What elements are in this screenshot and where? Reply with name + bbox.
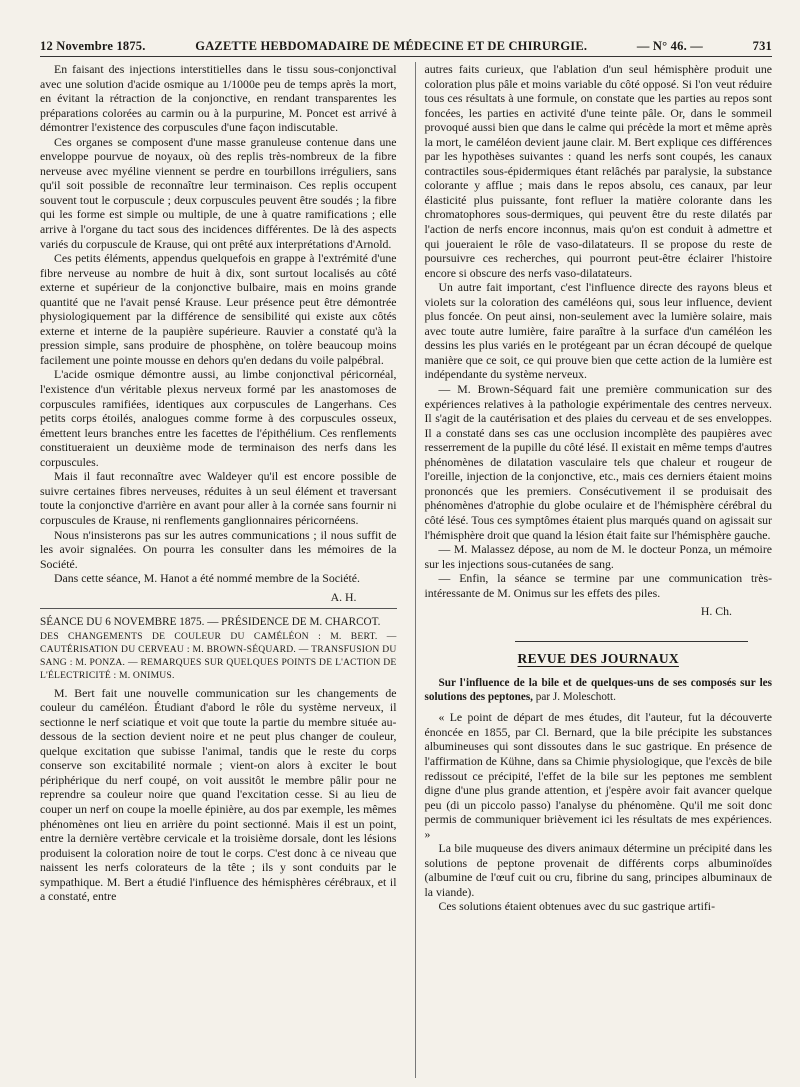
section-title: REVUE DES JOURNAUX	[517, 650, 679, 666]
header-date: 12 Novembre 1875.	[40, 39, 146, 53]
header-journal-title: GAZETTE HEBDOMADAIRE DE MÉDECINE ET DE CHIRURGIE.	[195, 39, 588, 53]
signature-initials: A. H.	[330, 589, 357, 604]
paragraph: — M. Brown-Séquard fait une première communication sur des expériences relatives à la pathologie expérimentale des centres nerveux. Il s'agit de la cautérisation et des plaies du cerveau et de ses enveloppes. Il a constaté dans ses cas une occlusion incomplète des paupières avec resserrement de la pupille du côté lésé. Il existait en même temps d'autres phénomènes de dilatation vasculaire tels que chaleur et rougeur de l'oreille, injection de la conjonctive, etc., mais ces derniers étaient moins prononcés que les premiers. Consécutivement il se produisait des phénomènes d'atrophie du globe oculaire et de l'hémisphère cérébral du côté lésé. Tous ces symptômes étaient plus marqués quand on agissait sur l'hémisphère droit que quand la lésion était faite sur l'hémisphère gauche.	[424, 382, 772, 542]
signature-initials: H. Ch.	[700, 604, 732, 619]
paragraph: La bile muqueuse des divers animaux détermine un précipité dans les solutions de peptone provenait de différents corps albuminoïdes (albumine de l'œuf cuit ou cru, fibrine du sang, principes albuminaux de la viande).	[424, 841, 772, 899]
right-column	[415, 62, 773, 1078]
paragraph: « Le point de départ de mes études, dit l'auteur, fut la découverte énoncée en 1855, par Cl. Bernard, que la bile précipite les substances albumineuses qui sont dissoutes dans le suc gastrique. En présence de l'affirmation de Kühne, dans sa Chimie physiologique, que l'excès de bile redissout ce précipité, l'effet de la bile sur les peptones me semblent digne d'une plus grande attention, et j'espère avoir fait avancer quelque peu (di un piccolo passo) l'analyse du phénomène. Qu'il me soit donc permis de communiquer brièvement ici les résultats de mes expériences. »	[424, 710, 772, 841]
header-page-number: 731	[752, 39, 772, 53]
paragraph: Ces organes se composent d'une masse granuleuse contenue dans une enveloppe pourvue de noyaux, où des replis très-nombreux de la fibre nerveuse avec myéline viennent se perdre en tourbillons irréguliers, sans qu'il soit possible de reconnaître leur terminaison. Ces replis occupent souvent tout le corpuscule ; deux corpuscules peuvent être soudés ; la fibre qui les forme est simple ou multiple, de une à quatre ramifications ; elle arrive à l'organe du tact sous des incidences différentes. De là des aspects variés du corpuscule de Krause, qui ont prêté aux interprétations d'Arnold.	[40, 134, 397, 251]
paragraph: autres faits curieux, que l'ablation d'un seul hémisphère produit une coloration plus pâle et moins variable du côté opposé. Si l'on veut réduire tous ces résultats à une formule, on constate que les parties au repos sont foncées, les parties en activité d'une teinte pâle. Or, dans le sommeil provoqué aussi bien que dans le calme qui précède la mort et même après la mort, le caméléon devient jaune clair. M. Bert explique ces différences par les hypothèses suivantes : quand les nerfs sont coupés, les canaux contractiles sous-épidermiques étant relâchés par paralysie, la substance colorante y afflue ; mais dans le repos absolu, ces canaux, par leur élasticité plus puissante, font refluer la matière colorante dans les chromatophores sous-dermiques, qui peuvent être du reste dilatés par l'action de nerfs encore inconnus, mais qu'on est conduit à admettre et qui joueraient le rôle de vaso-dilatateurs. Il se propose du reste de poursuivre ces recherches, qui pourront peut-être éclairer l'histoire encore si obscure des nerfs vaso-dilatateurs.	[424, 62, 772, 280]
section-heading: SÉANCE DU 6 NOVEMBRE 1875. — PRÉSIDENCE DE M. CHARCOT.	[40, 608, 397, 630]
article-title	[425, 676, 773, 704]
session-summary: DES CHANGEMENTS DE COULEUR DU CAMÉLÉON : M. BERT. — CAUTÉRISATION DU CERVEAU : M. BROWN-SÉQUARD. — TRANSFUSION DU SANG : M. PONZA. — REMARQUES SUR QUELQUES POINTS DE L'ACTION DE L'ÉLECTRICITÉ : M. ONIMUS.	[40, 630, 397, 682]
paragraph: Nous n'insisterons pas sur les autres communications ; il nous suffit de les avoir signalées. On pourra les consulter dans les mémoires de la Société.	[40, 527, 397, 571]
section-divider	[515, 641, 749, 642]
header-issue: — N° 46. —	[636, 39, 703, 53]
article-author: par J. Moleschott.	[535, 691, 616, 704]
running-header	[40, 30, 772, 57]
paragraph: Ces solutions étaient obtenues avec du suc gastrique artifi-	[438, 899, 715, 914]
article-title-text: Sur l'influence de la bile et de quelques-uns de ses composés sur les solutions des peptones,	[424, 677, 772, 704]
left-column	[40, 62, 397, 1078]
paragraph: L'acide osmique démontre aussi, au limbe conjonctival péricornéal, l'existence d'un véritable plexus nerveux formé par les anastomoses de corpuscules ramifiées, identiques aux corpuscules de Langerhans. Ces petits corps étoilés, analogues comme forme à des corpuscules osseux, émettent leurs branches entre les facettes de l'épithélium. Ces renflements constitueraient un deuxième mode de terminaison des nerfs dans les corpuscules.	[40, 367, 397, 469]
paragraph: — Enfin, la séance se termine par une communication très-intéressante de M. Onimus sur les effets des piles.	[424, 571, 772, 600]
paragraph: Dans cette séance, M. Hanot a été nommé membre de la Société.	[54, 571, 360, 586]
paragraph: Ces petits éléments, appendus quelquefois en grappe à l'extrémité d'une fibre nerveuse au nombre de huit à dix, sont surtout localisés au côté externe et supérieur de la conjonctive bulbaire, mais en moins grande quantité que ne l'avait pensé Krause. Leur présence peut être démontrée physiologiquement par la différence de sensibilité qui existe aux côtés externe et interne de la paupière supérieure. Rauvier a constaté qu'à la pression simple, sans produire de phosphène, on tolère beaucoup moins facilement une pointe mousse en dehors qu'en dedans du voile palpébral.	[40, 251, 397, 367]
paragraph: — M. Malassez dépose, au nom de M. le docteur Ponza, un mémoire sur les injections sous-cutanées de sang.	[424, 542, 772, 571]
paragraph: Un autre fait important, c'est l'influence directe des rayons bleus et violets sur la coloration des caméléons qui, sous leur influence, devient plus foncée. On peut ainsi, non-seulement avec la lumière solaire, mais avec toute autre lumière, faire paraître à la surface d'un caméléon les dessins les plus variés en le protégeant par un écran découpé de quelque manière que ce soit, ce qui prouve bien que cette action de la lumière est indépendante du système nerveux.	[424, 280, 772, 382]
text-columns	[40, 62, 772, 1078]
paragraph: M. Bert fait une nouvelle communication sur les changements de couleur du caméléon. Étudiant d'abord le rôle du système nerveux, il sectionne le nerf sciatique et voit que toute la partie du membre située au-dessous de la section devient noire et ne peut plus changer de couleur, quelque excitation que subisse l'animal, tandis que le reste du corps conserve son excitabilité normale ; vient-on alors à exciter le bout périphérique du nerf coupé, on voit aussitôt le membre pâlir pour ne reprendre sa couleur noire que quand l'excitation cesse. Si au lieu de couper un nerf on coupe la moelle épinière, au dos par exemple, les mêmes phénomènes ont lieu en arrière du point sectionné. Mais il est un point, entre la dernière vertèbre cervicale et la troisième dorsale, dont les lésions produisent la coloration noire de tout le corps. C'est donc à ce niveau que naissent les nerfs colorateurs de la tête ; ils y sont conduits par le sympathique. M. Bert a étudié l'influence des hémisphères cérébraux, et il a constaté, entre	[40, 685, 397, 904]
paragraph: Mais il faut reconnaître avec Waldeyer qu'il est encore possible de suivre certaines fibres nerveuses, réduites à un seul élément et traversant toute la conjonctive d'arrière en avant pour aller à la cornée sans fournir ni corpuscules de Krause, ni renflements ganglionnaires péricornéens.	[40, 469, 397, 527]
paragraph: En faisant des injections interstitielles dans le tissu sous-conjonctival avec une solution d'acide osmique au 1/1000e peu de temps après la mort, en évitant la rétraction de la conjonctive, en rendant transparentes les préparations colorées au carmin ou à la purpurine, M. Poncet est arrivé à démontrer l'existence des corpuscules d'une façon indiscutable.	[40, 62, 397, 135]
